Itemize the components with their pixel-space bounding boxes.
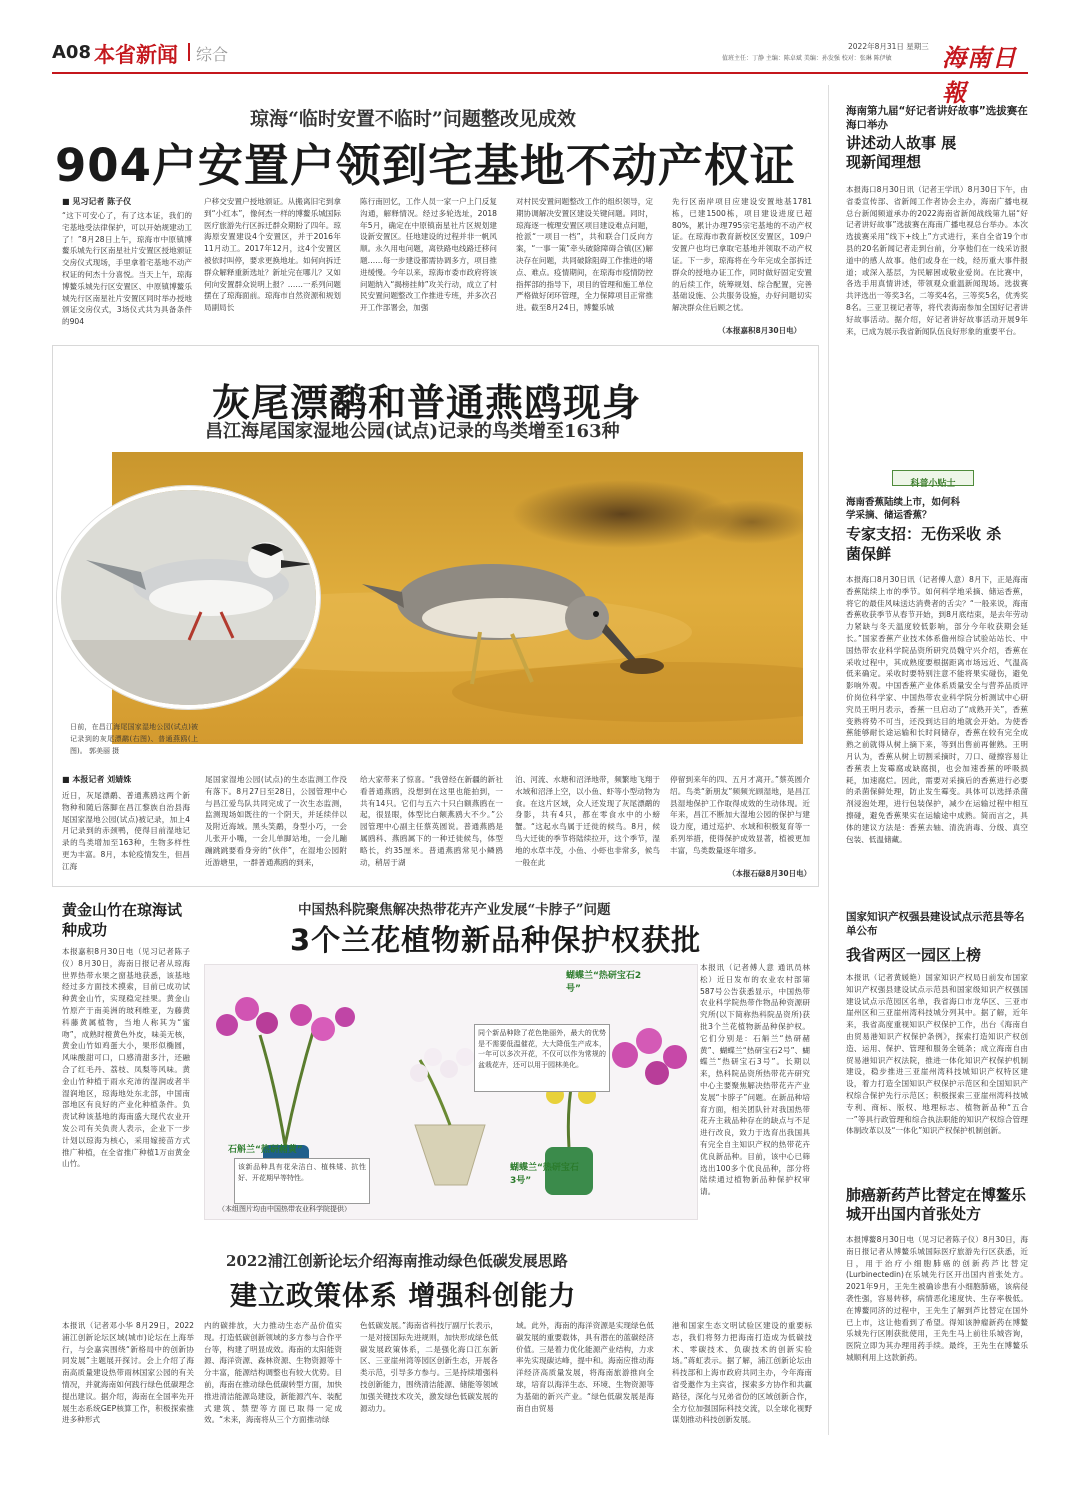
- story2-photo-caption: 日前，在昌江海尾国家湿地公园(试点)被记录到的灰尾漂鹬(右图)、普通燕鸥(上图)。 郭美丽 摄: [70, 723, 198, 755]
- story2-col1: 近日，灰尾漂鹬、普通燕鸥这两个新物种和随后落脚在昌江黎族自治县海尾国家湿地公园(试点)被记录，加上4月记录到的赤颈鸭，使得目前湿地记录的鸟类增加至163种，生物多样性更为丰富。8月，本轮疫情发生，但昌江海: [62, 791, 190, 871]
- sidebar-item2-headline: 专家支招：无伤采收 杀菌保鲜: [846, 525, 1002, 563]
- orchid-label-1: 蝴蝶兰“热研宝石2号”: [566, 971, 642, 994]
- story3-headline: 3个兰花植物新品种保护权获批: [290, 923, 702, 957]
- story1-dateline: （本报嘉积8月30日电）: [718, 326, 802, 335]
- orchid-label-3: 蝴蝶兰“热研宝石3号”: [510, 1163, 579, 1186]
- section-title: 本省新闻: [94, 43, 178, 67]
- story2-subheadline: 昌江海尾国家湿地公园(试点)记录的鸟类增至163种: [205, 421, 620, 442]
- story4-col4: 域。此外，海南的海洋资源是实现绿色低碳发展的重要载体，具有潜在的蓝碳经济价值。三是着力优化能源产业结构，力求率先实现碳达峰，提中和。海南应推动海洋经济高质量发展，将海南旅游推向全球，培育以海洋生态、环境、生物资源等为基础的新兴产业。“绿色低碳发展是海南自由贸易: [516, 1321, 654, 1413]
- story4-col2: 内的碳排放，大力推动生态产品价值实现。打造低碳创新领域的多方参与合作平台等，构建了明显成效。海南的太阳能资源、海洋资源、森林资源、生物资源等十分丰富，能源结构调整也有较大优势。目前，海南在推动绿色低碳转型方面，加快推进清洁能源岛建设，新能源汽车、装配式建筑、禁塑等方面已取得一定成效。“未来，海南将从三个方面推动绿: [204, 1321, 342, 1425]
- story1-col4: 对村民安置问题整改工作的组织领导，定期协调解决安置区建设关键问题。同时，琼海逐一梳理安置区项目建设难点问题，抢派“一项目一档”，共和联合门反向方案，“一事一策”牵头破除障碍合镇(区)解决存在问题，共同破除阻碍工作推进的堵点、难点。疫情期间，在琼海市疫情防控指挥部的指导下，项目的管理和施工单位严格做好闭环管理，全力保障项目正常推进。截至8月24日，博鳌乐城: [516, 197, 653, 313]
- sidebar-item2-badge: [892, 470, 974, 489]
- story2-col2: 尾国家湿地公园(试点)的生态监测工作没有落下。8月27日至28日，公园管理中心与昌江爱鸟队共同完成了一次生态监测，监测现场如既往的一个阴天，并延续伴以及附近海域。黑头笑鹬，身型小巧，一会儿张开小嘴，一会儿单脚站地，一会儿蹦蹦跳跳要看身旁的“伙伴”，在湿地公园附近游塘里，一群普通燕鸥的到来，: [205, 775, 347, 867]
- story1-col2: 户移交安置户授地颁证。从搬离旧宅到拿到“小红本”，像何杰一样的博鳌乐城国际医疗旅游先行区拆迁群众期盼了四年。琼海原安置建设4个安置区，并于2016年11月动工。2017年12月，这4个安置区被依时叫停，要求更换地址。如何向拆迁群众解释重新选址？新址完在哪儿？又如何向安置群众说明上报？……一系列问题摆在了琼海面前。琼海市自然资源和规划局副局长: [204, 197, 341, 313]
- sidebar-item3-headline: 国家知识产权强县建设试点示范县等名单公布: [846, 911, 1025, 937]
- orchid-note-2: 该新品种具有花朵洁白、植株矮、抗性好、开花期早等特性。: [234, 1158, 370, 1204]
- sidebar-item1-headline: 讲述动人故事 展现新闻理想: [846, 134, 957, 171]
- story3-kicker: 中国热科院聚焦解决热带花卉产业发展“卡脖子”问题: [298, 902, 611, 918]
- story4-col5: 港和国家生态文明试验区建设的重要标志，我们将努力把海南打造成为低碳技术、零碳技术、负碳技术的创新实验场。”蒋虹表示。据了解，浦江创新论坛由科技部和上海市政府共同主办，今年海南省受邀作为主宾省，探索多方协作和共赢路径，深化与兄弟省份的区域创新合作，全方位加强国际科技交流，以全球化视野谋划推动科技创新发展。: [672, 1321, 812, 1425]
- orchid-label-2: 石斛兰“热研赭黄”: [228, 1145, 303, 1155]
- page-number: A08: [52, 42, 91, 63]
- sidebar-item1-text: 本报海口8月30日讯（记者王学讯）8月30日下午，由省委宣传部、省新闻工作者协会主办，海南广播电视总台新闻频道承办的2022海南省新闻战线第九届“好记者讲好故事”选拔赛在海南广播电视总台举办。本次选拔赛采用“线下+线上”方式进行，来自全省19个市县的20名新闻记者走到台前，分享他们在一线采访报道中的感人故事。他们或身在一线，经历重大事件报道；或深入基层，为民解困或敬业爱岗。在比赛中，各选手用真情讲述，带领观众重温新闻现场。选拔赛共评选出一等奖3名，二等奖4名，三等奖5名，优秀奖8名。三亚卫视记者等，将代表海南参加全国好记者讲好故事活动。据介绍，好记者讲好故事活动开展9年来，已成为展示我省新闻队伍良好形象的重要平台。: [846, 185, 1028, 336]
- story1-byline: ■ 见习记者 陈子仪: [62, 197, 132, 206]
- mangosteen-text: 本报嘉积8月30日电（见习记者陈子仪）8月30日，海南日报记者从琼海世界热带水果之窗基地获悉，该基地经过多方面技术摸索，目前已成功试种黄金山竹，实现稳定挂果。黄金山竹原产于南美洲的玻利维亚，为藤黄科藤黄属植物，当地人称其为“蜜吻”，成熟时橙黄色外皮，味美无核，黄金山竹如鸡蛋大小，果形似椭圆，风味酸甜可口，口感清甜多汁，还融合了红毛丹、荔枝、凤梨等风味。黄金山竹种植于雨水充沛的湿润或者半湿润地区，琼海地处东北部，中国南部地区有良好的产业化种植条件。负责试种该基地的海南盛大现代农业开发公司有关负责人表示，企业下一步计划以琼海为核心，采用嫁接苗方式推广种植，在全省推广种植1万亩黄金山竹。: [62, 947, 190, 1169]
- sidebar-item2-text: 本报海口8月30日讯（记者傅人意）8月下，正是海南香蕉陆续上市的季节。如何科学地采摘、储运香蕉，将它的最佳风味送达消费者的舌尖？“一般来说，海南香蕉收获季节从春节开始，到8月底结束，是去年劳动力紧缺与冬天温度较低影响，部分今年收获期会延长。”国家香蕉产业技术体系儋州综合试验站站长、中国热带农业科学院品资所研究员魏守兴介绍，香蕉在采收过程中，其成熟度要根据距离市场远近、气温高低来确定。采收时要特别注意不能将果实碰伤，避免影响外观。中国香蕉产业体系质量安全与营养品质评价岗位科学家、中国热带农业科学院分析测试中心研究员王明月表示，香蕉一旦启动了“成熟开关”，香蕉变熟将势不可当，还没到达目的地就会开始。为使香蕉能够耐长途运输和长时间储存，香蕉在较有完全成熟之前就得从树上摘下来，等到出售前再催熟。王明月认为，香蕉从树上切割采摘时，刀口、碰擦容易让香蕉表上发霉腐或缺腐损，也会加速香蕉的呼吸损耗，加速腐烂。因此，需要对采摘后的香蕉进行必要的杀菌保鲜处理，防止发生霉变。具体可以选择杀菌剂浸泡处理，进行包装保护，减少在运输过程中相互擦碰，避免香蕉果实在运输途中成熟。简而言之，具体的建议方法是：香蕉去轴、清洗消毒、分级、真空包装、低温储藏。: [846, 575, 1028, 844]
- story1-col5: 先行区南岸项目应建设安置地基1781栋，已建1500栋，项目建设进度已超80%，累计办理795宗宅基地的不动产权证。在琼海市教育新校区安置区，109户安置户也均已拿取宅基地并领取不动产权证。下一步，琼海将在今年完成全部拆迁群众的授地办证工作，同时做好固定安置的后续工作，统筹规划、综合配置，完善基础设施、公共服务设施，办好问题切实解决群众住后顾之忧。: [672, 197, 812, 313]
- story1-col3: 陈行南回忆，工作人员一家一户上门反复沟通，解释情况。经过多轮选址，2018年5月，确定在中原镇南星社片区规划建设新安置区。任地建设的过程并非一帆风顺。永久用电问题，离铁路电线路迁移问题……每一步建设都需协调多方，项目推进缓慢。今年以来，琼海市委市政府将该问题纳入“揭榜挂帅”攻关行动，成立了村民安置问题整改工作推进专班，并多次召开工作部署会，加强: [360, 197, 497, 313]
- tern-photo: [57, 486, 320, 709]
- story4-kicker: 2022浦江创新论坛介绍海南推动绿色低碳发展思路: [226, 1252, 568, 1270]
- subsection-title: 综合: [196, 45, 229, 64]
- story1-kicker: 琼海“临时安置不临时”问题整改见成效: [250, 108, 576, 130]
- mangosteen-headline: 黄金山竹在琼海试种成功: [62, 901, 183, 939]
- story2-dateline: （本报石碌8月30日电）: [728, 869, 812, 878]
- story4-headline: 建立政策体系 增强科创能力: [230, 1281, 577, 1312]
- story2-col4: 泊、河流、水塘和沼泽地带，频繁地飞翔于水域和沼泽上空，以小鱼、虾等小型动物为食。在这片区域，众人还发现了灰尾漂鹬的身影，共有4只，都在零食水中的小螃蟹。“这起水鸟属于迁徙的候鸟。8月，候鸟大迁徙的季节将陆续拉开，这个季节，湿地的水草丰茂，小鱼、小虾也非常多，候鸟一般在此: [515, 775, 660, 867]
- science-tip-label: 科普小贴士: [910, 479, 956, 489]
- editors-line: 值班主任：丁静 主编：陈卓斌 美编：孙发强 校对：张琳 陈伊敏: [722, 55, 892, 62]
- story3-text: 本报讯（记者傅人意 通讯员林松）近日发布的农业农村部第587号公告获悉显示，中国热带农业科学院热带作物品种资源研究所(以下简称热科院品资所)获批3个兰花植物新品种保护权。它们分别是：石斛兰“热研赭黄”、蝴蝶兰“热研宝石2号”、蝴蝶兰“热研宝石3号”。长期以来，热科院品资所热带花卉研究中心主要聚焦解决热带花卉产业发展“卡脖子”问题。在新品种培育方面，相关团队针对我国热带花卉主栽品种存在的缺点与不足进行改良，致力于选育出我国具有完全自主知识产权的热带花卉优良新品种。目前，该中心已筛选出100多个优良品种，部分将陆续通过植物新品种保护权审请。: [700, 963, 810, 1197]
- paper-logo: 海南日報: [942, 43, 1017, 107]
- story4-col3: 色低碳发展。”海南省科技厅副厅长表示，一是对接国际先进规则，加快形成绿色低碳发展政策体系，二是强化海口江东新区、三亚崖州湾等园区创新生态，开展各类示范，引导多方参与。三是持续增强科技创新能力，围绕清洁能源、储能等领域加强关键技术攻关，激发绿色低碳发展的源动力。: [360, 1321, 498, 1413]
- story4-col1: 本报讯（记者邓小华 8月29日，2022浦江创新论坛区域(城市)论坛在上海举行，与会嘉宾围绕“新格局中的创新协同发展”主题展开探讨。会上介绍了海南高质量建设热带雨林国家公园的有关情况，并就海南如何践行绿色低碳理念提出建议。据介绍，海南在全国率先开展生态系统GEP核算工作，积极探索推进多种形式: [62, 1321, 194, 1425]
- story2-byline: ■ 本报记者 刘婧姝: [62, 775, 132, 784]
- section-divider: [188, 43, 190, 61]
- story2-col5: 停留到来年的四、五月才离开。”蔡英圆介绍。鸟类“新朋友”频频光顾湿地，是昌江县湿地保护工作取得成效的生动体现。近年来，昌江不断加大湿地公园的保护与建设力度，通过巡护、水域和积极复育等一系列举措，使得保护成效显著，植被更加丰富，鸟类数量逐年增多。: [670, 775, 810, 855]
- story2-headline: 灰尾漂鹬和普通燕鸥现身: [212, 381, 642, 425]
- sidebar-item4-headline: 肺癌新药芦比替定在博鳌乐城开出国内首张处方: [846, 1186, 1027, 1223]
- story1-headline: 904户安置户领到宅基地不动产权证: [55, 139, 796, 192]
- issue-date: 2022年8月31日 星期三: [848, 42, 929, 51]
- sidebar-item4-text: 本报博鳌8月30日电（见习记者陈子仪）8月30日，海南日报记者从博鳌乐城国际医疗旅游先行区获悉，近日，用于治疗小细胞肺癌的创新药芦比替定(Lurbinectedin)在乐城先行区开出国内首张处方。2021年9月，王先生被确诊患有小细胞肺癌，该病侵袭性强，容易转移，病情恶化速度快、生存率极低。在博鳌同济的过程中，王先生了解到芦比替定在国外已上市，这让他看到了希望。得知该肿瘤新药在博鳌乐城先行区刚获批使用，王先生马上前往乐城咨询，医院立即为其办理用药手续。最终，王先生在博鳌乐城顺利用上这款新药。: [846, 1235, 1028, 1362]
- sidebar-item3-text: 本报讯（记者黄媛艳）国家知识产权局日前发布国家知识产权强县建设试点示范县和国家级知识产权强国建设试点示范园区名单，我省海口市龙华区、三亚市崖州区和三亚崖州湾科技城分列其中。据了解，近年来，我省高度重视知识产权保护工作，出台《海南自由贸易港知识产权保护条例》，探索打造知识产权创造、运用、保护、管理和服务全链条；成立海南自由贸易港知识产权法院，推进一体化知识产权保护机制建设，稳步推进三亚崖州湾科技城知识产权特区建设，着力打造全国知识产权保护示范区和全国知识产权综合保护先行示范区；积极探索三亚崖州湾科技城专利、商标、版权、地理标志、植物新品种“五合一”等具行政管理和综合执法职能的知识产权综合管理体制改革以及“一体化”知识产权保护机制创新。: [846, 973, 1028, 1136]
- sidebar-item1-kicker: 海南第九届“好记者讲好故事”选拔赛在海口举办: [846, 105, 1028, 131]
- sidebar-divider: [828, 85, 829, 1435]
- sidebar-item2-kicker: 海南香蕉陆续上市，如何科学采摘、储运香蕉？: [846, 497, 961, 521]
- sidebar-item3-sub: 我省两区一园区上榜: [846, 946, 982, 964]
- story1-col1: “这下可安心了，有了这本证，我们的宅基地受法律保护，可以开始规建动工了！”8月28日上午，琼海市中原镇博鳌乐城先行区南星社片安置区授地颁证交房仪式现场，手里拿着宅基地不动产权证的何杰十分喜悦。当天上午，琼海博鳌乐城先行区安置区、中原镇博鳌乐城先行区南星社片安置区同时举办授地颁证交房仪式，3场仪式共为具备条件的904: [62, 211, 192, 327]
- masthead-rule: [52, 72, 1028, 74]
- story2-col3: 给大家带来了惊喜。“我曾经在新疆的新社看普通燕鸥，没想到在这里也能拍到，一共有14只。它们与五六十只白额燕鸥在一起，很显眼，体型比白额燕鸥大不少。”公园管理中心副主任蔡英圆说。普通燕鸥是属鸥科、燕鸥属下的一种迁徙候鸟，体型略长，约35厘米。普通燕鸥常见小鳞鸥动，稍居于湖: [360, 775, 503, 867]
- orchid-photo-credit: （本组图片均由中国热带农业科学院提供）: [218, 1205, 351, 1213]
- orchid-note-1: 同个新品种除了花色艳丽外，最大的优势是不需要低温催花，大大降低生产成本，一年可以多次开花，不仅可以作为常规的盆栽花卉，还可以用于园林美化。: [474, 1024, 610, 1092]
- masthead: [52, 38, 1028, 107]
